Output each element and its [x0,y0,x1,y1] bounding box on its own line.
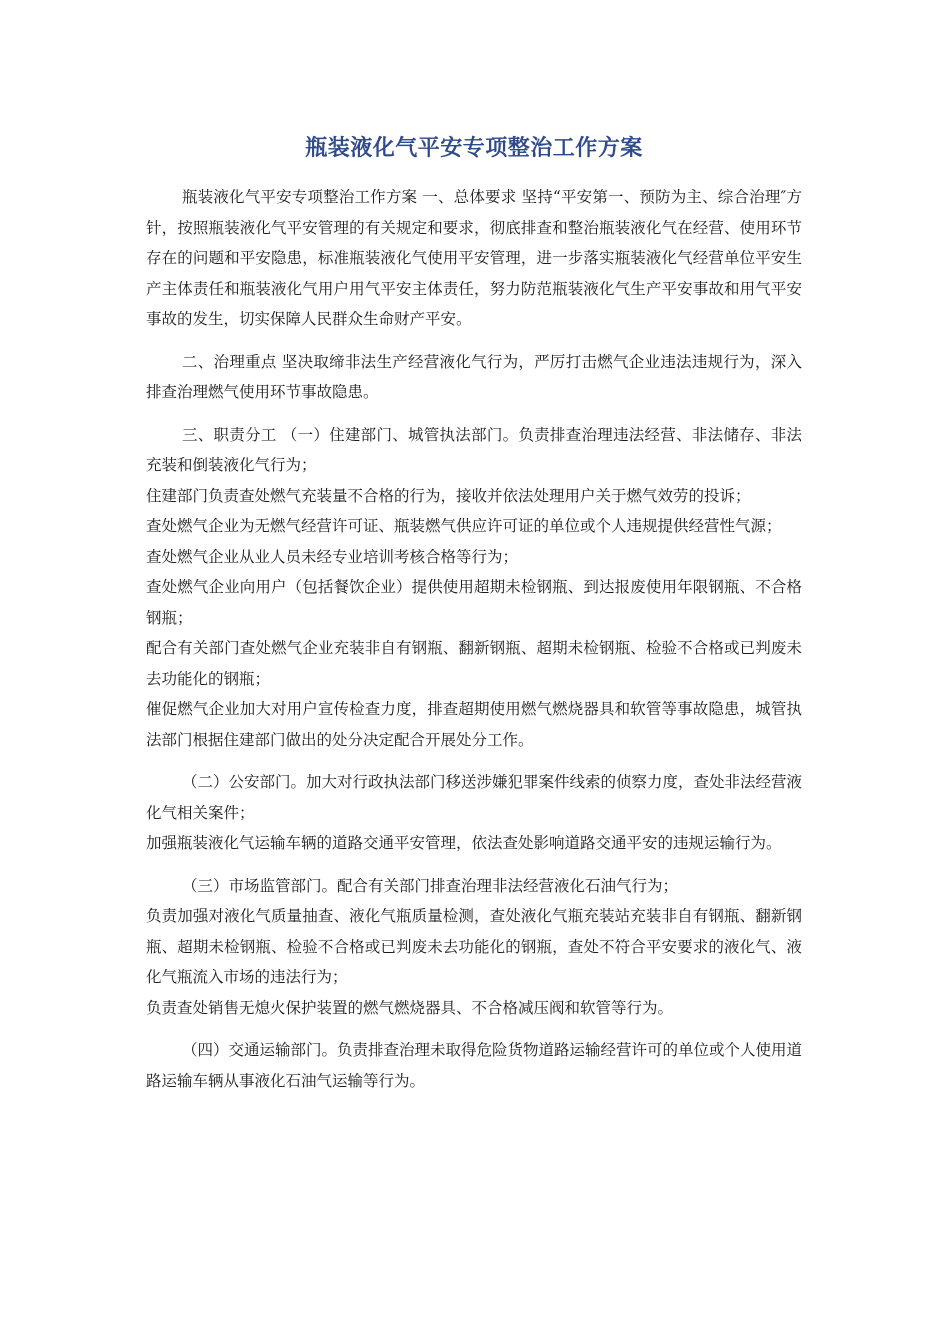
paragraph-housing-duty-6: 催促燃气企业加大对用户宣传检查力度，排查超期使用燃气燃烧器具和软管等事故隐患，城管执法部门根据住建部门做出的处分决定配合开展处分工作。 [146,700,802,749]
paragraph-housing-duty-4: 查处燃气企业向用户（包括餐饮企业）提供使用超期未检钢瓶、到达报废使用年限钢瓶、不合格钢瓶； [146,578,802,627]
paragraph-market-supervision: （三）市场监管部门。配合有关部门排查治理非法经营液化石油气行为； [182,876,679,895]
paragraph-housing-duty-1: 住建部门负责查处燃气充装量不合格的行为，接收并依法处理用户关于燃气效劳的投诉； [146,486,751,505]
paragraph-market-duty-1: 负责加强对液化气质量抽查、液化气瓶质量检测，查处液化气瓶充装站充装非自有钢瓶、翻新钢瓶、超期未检钢瓶、检验不合格或已判废未去功能化的钢瓶，查处不符合平安要求的液化气、液化气瓶流入市场的违法行为； [146,907,802,986]
document-title: 瓶装液化气平安专项整治工作方案 [305,136,643,161]
paragraph-public-security: （二）公安部门。加大对行政执法部门移送涉嫌犯罪案件线索的侦察力度，查处非法经营液化气相关案件； [146,773,803,822]
paragraph-housing-duty-3: 查处燃气企业从业人员未经专业培训考核合格等行为； [146,547,519,566]
paragraph-overall-requirements: 瓶装液化气平安专项整治工作方案 一、总体要求 坚持“平安第一、预防为主、综合治理″方针，按照瓶装液化气平安管理的有关规定和要求，彻底排查和整治瓶装液化气在经营、使用环节存在的问题和平安隐患，标准瓶装液化气使用平安管理，进一步落实瓶装液化气经营单位平安生产主体责任和瓶装液化气用户用气平安主体责任，努力防范瓶装液化气生产平安事故和用气平安事故的发生，切实保障人民群众生命财产平安。 [146,188,802,328]
paragraph-housing-duty-2: 查处燃气企业为无燃气经营许可证、瓶装燃气供应许可证的单位或个人违规提供经营性气源； [146,517,782,535]
paragraph-housing-duty-5: 配合有关部门查处燃气企业充装非自有钢瓶、翻新钢瓶、超期未检钢瓶、检验不合格或已判废未去功能化的钢瓶； [146,639,802,688]
paragraph-market-duty-2: 负责查处销售无熄火保护装置的燃气燃烧器具、不合格减压阀和软管等行为。 [146,998,674,1017]
paragraph-key-points: 二、治理重点 坚决取缔非法生产经营液化气行为，严厉打击燃气企业违法违规行为，深入排查治理燃气使用环节事故隐患。 [146,352,802,401]
document-page [146,128,802,1096]
paragraph-public-security-duty: 加强瓶装液化气运输车辆的道路交通平安管理，依法查处影响道路交通平安的违规运输行为。 [146,834,782,852]
paragraph-transport: （四）交通运输部门。负责排查治理未取得危险货物道路运输经营许可的单位或个人使用道路运输车辆从事液化石油气运输等行为。 [146,1041,803,1090]
paragraph-division-housing: 三、职责分工 （一）住建部门、城管执法部门。负责排查治理违法经营、非法储存、非法充装和倒装液化气行为； [146,425,802,474]
